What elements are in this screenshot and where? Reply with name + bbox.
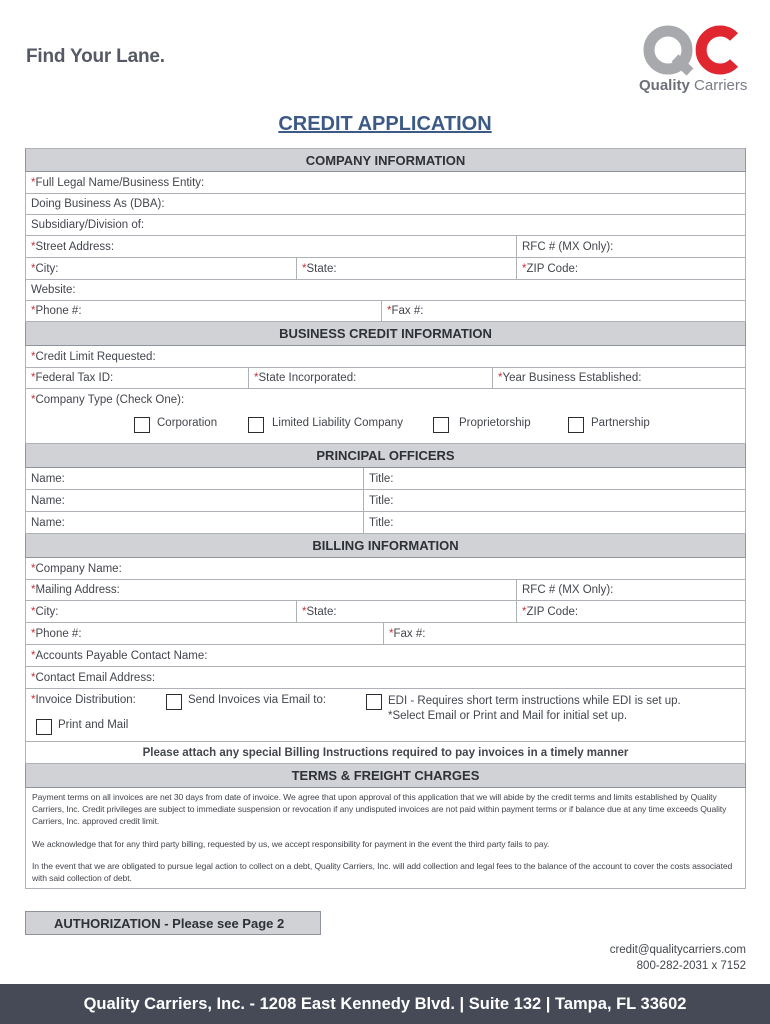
checkbox-partnership[interactable]: [568, 417, 584, 433]
field-ap-contact[interactable]: * Accounts Payable Contact Name:: [25, 645, 746, 667]
section-heading: PRINCIPAL OFFICERS: [316, 448, 455, 463]
row-street-address: [25, 236, 746, 258]
row-billing-phone-fax: [25, 623, 746, 645]
contact-phone: 800-282-2031 x 7152: [636, 960, 746, 972]
officer-row: [25, 512, 746, 534]
field-contact-email[interactable]: * Contact Email Address:: [25, 667, 746, 689]
field-phone[interactable]: * Phone #:: [31, 305, 82, 317]
section-terms-freight: [25, 764, 746, 788]
checkbox-label: Proprietorship: [459, 417, 531, 429]
checkbox-label: Send Invoices via Email to:: [188, 694, 327, 706]
field-billing-city[interactable]: * City:: [31, 605, 59, 618]
billing-instructions-note: Please attach any special Billing Instructions required to pay invoices in a timely manner: [25, 742, 746, 764]
field-billing-company-name[interactable]: * Company Name:: [25, 558, 746, 580]
checkbox-proprietorship[interactable]: [433, 417, 449, 433]
section-heading: BILLING INFORMATION: [312, 538, 459, 553]
field-officer-title[interactable]: Title:: [363, 468, 745, 489]
officer-row: [25, 490, 746, 512]
row-invoice-distribution: [25, 689, 746, 742]
checkbox-label: Corporation: [157, 417, 218, 429]
terms-paragraph: In the event that we are obligated to pursue legal action to collect on a debt, Quality Carriers, Inc. will add collection and legal fees to the balance of the account to cover the costs associated with said collection of debt.: [32, 860, 733, 884]
field-billing-state[interactable]: * State:: [296, 601, 516, 622]
tagline: Find Your Lane.: [26, 46, 165, 67]
checkbox-label: EDI - Requires short term instructions while EDI is set up. *Select Email or Print and Mail for initial set up.: [388, 695, 681, 722]
row-mailing-address: [25, 580, 746, 601]
authorization-banner: AUTHORIZATION - Please see Page 2: [25, 911, 321, 935]
invoice-distribution-label: *Invoice Distribution:: [31, 694, 136, 706]
field-billing-fax[interactable]: * Fax #:: [383, 623, 745, 644]
section-billing-information: [25, 534, 746, 558]
field-fax[interactable]: * Fax #:: [381, 301, 745, 321]
field-state-incorporated[interactable]: * State Incorporated:: [248, 368, 492, 388]
field-mailing-address[interactable]: * Mailing Address:: [31, 584, 120, 596]
field-legal-name[interactable]: * Full Legal Name/Business Entity:: [25, 172, 746, 194]
field-subsidiary[interactable]: Subsidiary/Division of:: [25, 215, 746, 236]
footer-address: Quality Carriers, Inc. - 1208 East Kennedy Blvd. | Suite 132 | Tampa, FL 33602: [0, 984, 770, 1024]
logo-wordmark: Quality Carriers: [639, 77, 748, 94]
section-heading: BUSINESS CREDIT INFORMATION: [279, 326, 492, 341]
checkbox-label: Limited Liability Company: [272, 417, 404, 429]
page-title: CREDIT APPLICATION: [278, 113, 492, 135]
field-officer-name[interactable]: Name:: [31, 494, 65, 507]
row-tax-state-year: [25, 368, 746, 389]
field-officer-name[interactable]: Name:: [31, 472, 65, 485]
checkbox-label: Partnership: [591, 417, 650, 429]
field-billing-phone[interactable]: * Phone #:: [31, 627, 82, 640]
terms-paragraph: Payment terms on all invoices are net 30 days from date of invoice. We agree that upon approval of this application that we will abide by the credit terms and limits established by Quality Carriers, Inc. Credit privileges are subject to immediate suspension or revocation if any undisputed invoices are not paid within payment terms or if balance due at any time exceeds Quality Carriers, Inc. approved credit limit.: [32, 792, 727, 827]
field-officer-name[interactable]: Name:: [31, 516, 65, 529]
field-officer-title[interactable]: Title:: [363, 490, 745, 511]
field-year-established[interactable]: * Year Business Established:: [492, 368, 745, 388]
terms-text: [25, 788, 746, 889]
section-heading: TERMS & FREIGHT CHARGES: [291, 768, 480, 783]
field-credit-limit[interactable]: * Credit Limit Requested:: [25, 346, 746, 368]
company-type-label: *Company Type (Check One):: [31, 394, 185, 406]
field-officer-title[interactable]: Title:: [363, 512, 745, 533]
terms-paragraph: We acknowledge that for any third party billing, requested by us, we accept responsibility for payment in the event the third party fails to pay.: [32, 838, 550, 849]
field-dba[interactable]: Doing Business As (DBA):: [25, 194, 746, 215]
contact-email: credit@qualitycarriers.com: [609, 944, 746, 956]
row-phone-fax: [25, 301, 746, 322]
field-zip[interactable]: * ZIP Code:: [516, 258, 745, 279]
checkbox-send-email[interactable]: [166, 694, 182, 710]
contact-info: [610, 942, 746, 974]
field-street-address[interactable]: * Street Address:: [31, 240, 115, 253]
field-state[interactable]: * State:: [296, 258, 516, 279]
field-city[interactable]: * City:: [31, 262, 59, 275]
officer-row: [25, 468, 746, 490]
field-federal-tax-id[interactable]: * Federal Tax ID:: [31, 372, 114, 384]
field-rfc[interactable]: RFC # (MX Only):: [516, 236, 745, 257]
checkbox-edi[interactable]: [366, 694, 382, 710]
field-billing-zip[interactable]: * ZIP Code:: [516, 601, 745, 622]
field-website[interactable]: Website:: [25, 280, 746, 301]
credit-application-form: [25, 148, 746, 889]
checkbox-llc[interactable]: [248, 417, 264, 433]
section-business-credit: [25, 322, 746, 346]
checkbox-label: Print and Mail: [58, 719, 129, 731]
checkbox-print-mail[interactable]: [36, 719, 52, 735]
row-billing-city-state-zip: [25, 601, 746, 623]
checkbox-corporation[interactable]: [134, 417, 150, 433]
section-principal-officers: [25, 444, 746, 468]
row-city-state-zip: [25, 258, 746, 280]
field-billing-rfc[interactable]: RFC # (MX Only):: [516, 580, 745, 600]
section-heading: COMPANY INFORMATION: [305, 152, 466, 168]
section-company-information: [25, 148, 746, 172]
row-company-type: [25, 389, 746, 444]
